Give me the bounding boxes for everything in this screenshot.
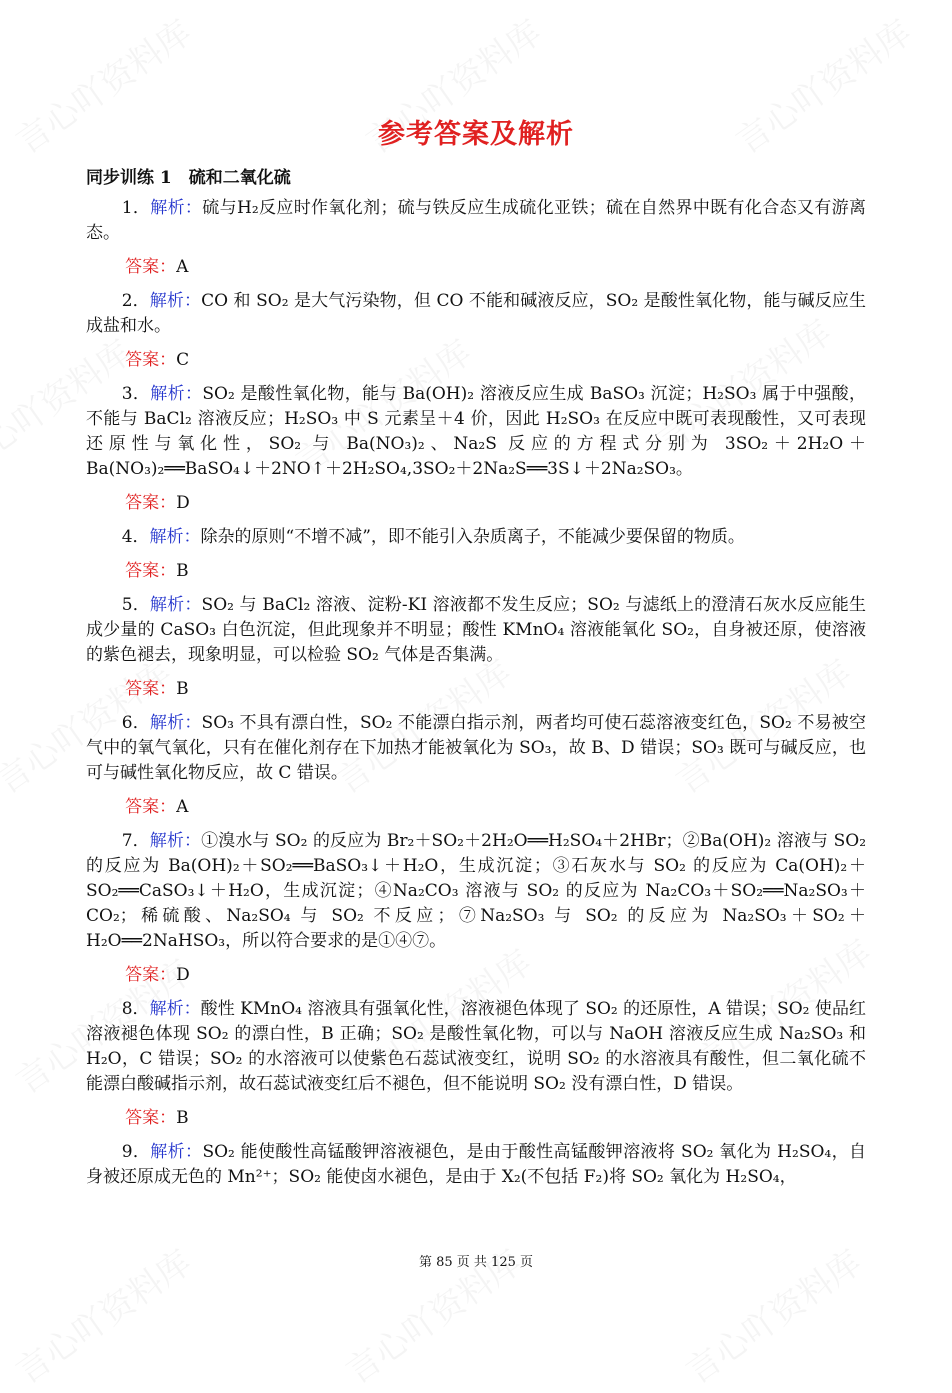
explanation-paragraph [86, 997, 866, 1097]
answer-line [86, 255, 866, 280]
answer-label: 答案： [125, 350, 177, 370]
explanation-paragraph [86, 289, 866, 339]
explanation-paragraph [86, 196, 866, 246]
explanation-paragraph [86, 1140, 866, 1190]
explanation-text: 除杂的原则“不增不减”，即不能引入杂质离子，不能减少要保留的物质。 [200, 527, 745, 547]
answer-value: B [176, 1108, 189, 1128]
answer-line [86, 491, 866, 516]
explanation-text: 酸性 KMnO₄ 溶液具有强氧化性，溶液褪色体现了 SO₂ 的还原性，A 错误；SO₂ 使品红溶液褪色体现 SO₂ 的漂白性，B 正确；SO₂ 是酸性氧化物，可以与 NaOH 溶液反应生成 Na₂SO₃ 和 H₂O，C 错误；SO₂ 的水溶液可以使紫色石蕊试液变红，说明 SO₂ 的水溶液具有酸性，但二氧化硫不能漂白酸碱指示剂，故石蕊试液变红后不褪色，但不能说明 SO₂ 没有漂白性，D 错误。 [86, 999, 866, 1094]
explanation-paragraph [86, 382, 866, 482]
answer-line [86, 348, 866, 373]
item-number: 1． [121, 198, 151, 218]
page-footer: 第 85 页 共 125 页 [418, 1255, 534, 1270]
page-title: 参考答案及解析 [378, 119, 574, 150]
answer-value: B [176, 679, 189, 699]
answer-line [86, 559, 866, 584]
answer-line [86, 795, 866, 820]
explanation-paragraph [86, 593, 866, 668]
answer-value: B [176, 561, 189, 581]
explanation-text: SO₂ 能使酸性高锰酸钾溶液褪色，是由于酸性高锰酸钾溶液将 SO₂ 氧化为 H₂SO₄，自身被还原成无色的 Mn²⁺；SO₂ 能使卤水褪色，是由于 X₂(不包括 F₂)将 SO₂ 氧化为 H₂SO₄， [86, 1142, 866, 1187]
answer-line [86, 1106, 866, 1131]
explanation-text: SO₃ 不具有漂白性，SO₂ 不能漂白指示剂，两者均可使石蕊溶液变红色，SO₂ 不易被空气中的氧气氧化，只有在催化剂存在下加热才能被氧化为 SO₃，故 B、D 错误；SO₃ 既可与碱反应，也可与碱性氧化物反应，故 C 错误。 [86, 713, 866, 783]
explanation-text: SO₂ 与 BaCl₂ 溶液、淀粉-KI 溶液都不发生反应；SO₂ 与滤纸上的澄清石灰水反应能生成少量的 CaSO₃ 白色沉淀，但此现象并不明显；酸性 KMnO₄ 溶液能氧化 SO₂，自身被还原，使溶液的紫色褪去，现象明显，可以检验 SO₂ 气体是否集满。 [86, 595, 866, 665]
explanation-label: 解析： [149, 831, 202, 851]
explanation-label: 解析： [149, 291, 202, 311]
answer-value: A [176, 257, 189, 277]
explanation-text: CO 和 SO₂ 是大气污染物，但 CO 不能和碱液反应，SO₂ 是酸性氧化物，能与碱反应生成盐和水。 [86, 291, 866, 336]
explanation-text: SO₂ 是酸性氧化物，能与 Ba(OH)₂ 溶液反应生成 BaSO₃ 沉淀；H₂SO₃ 属于中强酸，不能与 BaCl₂ 溶液反应；H₂SO₃ 中 S 元素呈＋4 价，因此 H₂SO₃ 在反应中既可表现酸性，又可表现还原性与氧化性，SO₂ 与 Ba(NO₃)₂、Na₂S 反应的方程式分别为 3SO₂＋2H₂O＋Ba(NO₃)₂══BaSO₄↓＋2NO↑＋2H₂SO₄,3SO₂＋2Na₂S══3S↓＋2Na₂SO₃。 [86, 384, 867, 479]
section-heading: 同步训练 1 硫和二氧化硫 [86, 168, 291, 188]
answer-value: C [176, 350, 190, 370]
item-number: 7． [121, 831, 150, 851]
explanation-paragraph [86, 829, 866, 954]
explanation-paragraph [86, 525, 866, 550]
explanation-label: 解析： [150, 198, 203, 218]
explanation-label: 解析： [149, 595, 202, 615]
item-number: 2． [121, 291, 150, 311]
explanation-paragraph [86, 711, 866, 786]
answer-label: 答案： [125, 257, 177, 277]
item-number: 9． [121, 1142, 151, 1162]
explanation-label: 解析： [149, 527, 201, 547]
answer-label: 答案： [125, 679, 177, 699]
answer-list [86, 196, 866, 1199]
item-number: 6． [121, 713, 150, 733]
answer-label: 答案： [125, 561, 177, 581]
answer-label: 答案： [125, 1108, 177, 1128]
item-number: 5． [121, 595, 150, 615]
item-number: 4． [121, 527, 150, 547]
answer-label: 答案： [125, 493, 177, 513]
explanation-text: ①溴水与 SO₂ 的反应为 Br₂＋SO₂＋2H₂O══H₂SO₄＋2HBr；②Ba(OH)₂ 溶液与 SO₂ 的反应为 Ba(OH)₂＋SO₂══BaSO₃↓＋H₂O，生成沉淀；③石灰水与 SO₂ 的反应为 Ca(OH)₂＋SO₂══CaSO₃↓＋H₂O，生成沉淀；④Na₂CO₃ 溶液与 SO₂ 的反应为 Na₂CO₃＋SO₂══Na₂SO₃＋CO₂；稀硫酸、Na₂SO₄ 与 SO₂ 不反应；⑦Na₂SO₃ 与 SO₂ 的反应为 Na₂SO₃＋SO₂＋H₂O══2NaHSO₃，所以符合要求的是①④⑦。 [86, 831, 867, 951]
answer-label: 答案： [125, 965, 177, 985]
explanation-label: 解析： [150, 384, 203, 404]
explanation-label: 解析： [149, 713, 202, 733]
explanation-text: 硫与H₂反应时作氧化剂；硫与铁反应生成硫化亚铁；硫在自然界中既有化合态又有游离态。 [86, 198, 866, 243]
explanation-label: 解析： [149, 999, 201, 1019]
answer-value: D [176, 965, 190, 985]
answer-value: A [176, 797, 189, 817]
answer-value: D [176, 493, 190, 513]
answer-line [86, 677, 866, 702]
item-number: 8． [121, 999, 150, 1019]
item-number: 3． [121, 384, 151, 404]
explanation-label: 解析： [150, 1142, 203, 1162]
answer-label: 答案： [125, 797, 177, 817]
answer-line [86, 963, 866, 988]
